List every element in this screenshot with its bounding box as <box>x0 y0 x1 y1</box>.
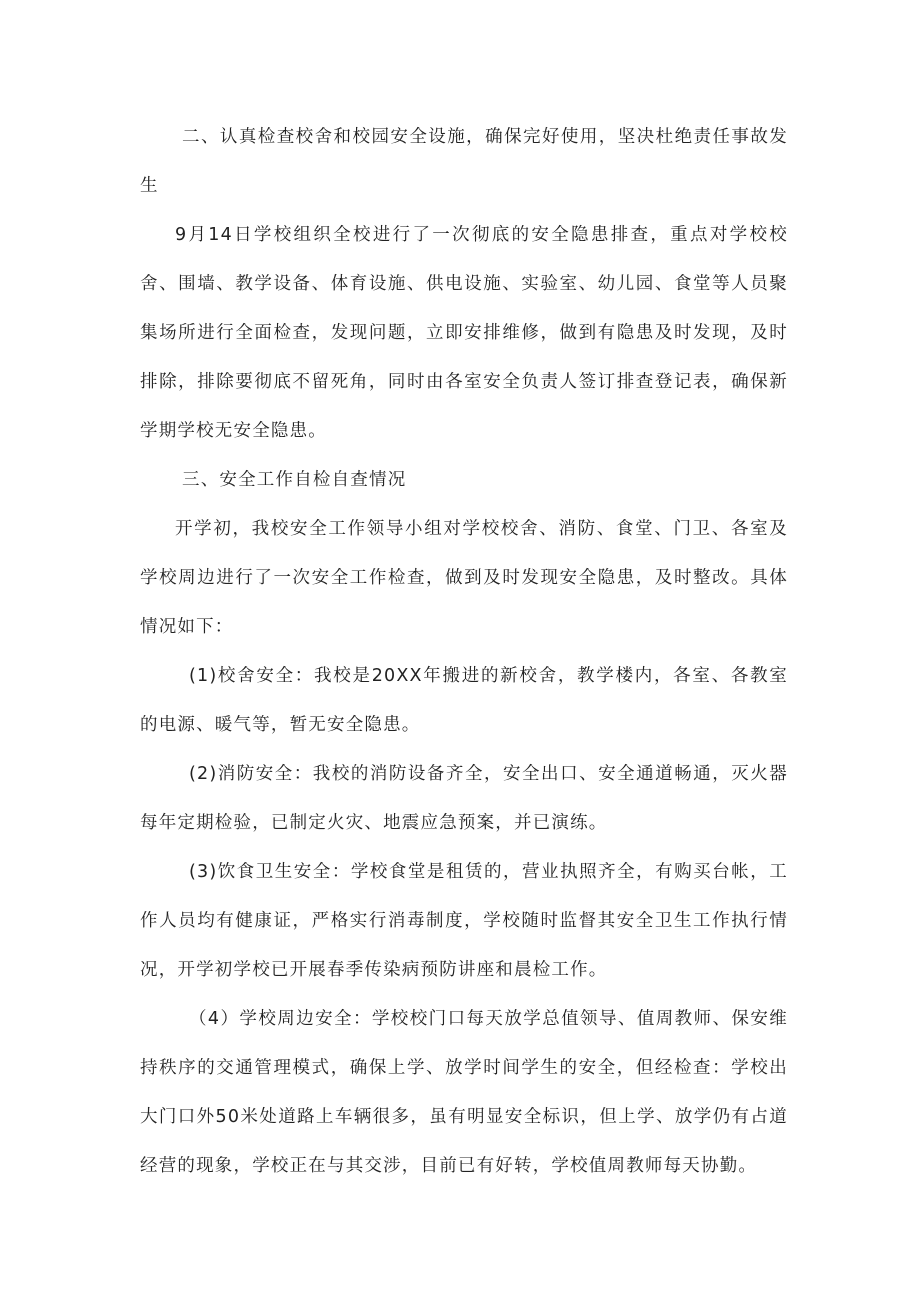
item-surroundings-safety: （4）学校周边安全：学校校门口每天放学总值领导、值周教师、保安维持秩序的交通管理模式，确保上学、放学时间学生的安全，但经检查：学校出大门口外50米处道路上车辆很多，虽有明显安全标识，但上学、放学仍有占道经营的现象，学校正在与其交涉，目前已有好转，学校值周教师每天协勤。 <box>140 1009 788 1176</box>
item-building-safety: (1)校舍安全：我校是20XX年搬进的新校舍，教学楼内，各室、各教室的电源、暖气等，暂无安全隐患。 <box>140 666 788 735</box>
item-fire-safety: (2)消防安全：我校的消防设备齐全，安全出口、安全通道畅通，灭火器每年定期检验，已制定火灾、地震应急预案，并已演练。 <box>140 764 788 833</box>
paragraph-inspection: 9月14日学校组织全校进行了一次彻底的安全隐患排查，重点对学校校舍、围墙、教学设备、体育设施、供电设施、实验室、幼儿园、食堂等人员聚集场所进行全面检查，发现问题，立即安排维修，做到有隐患及时发现，及时排除，排除要彻底不留死角，同时由各室安全负责人签订排查登记表，确保新学期学校无安全隐患。 <box>140 225 788 441</box>
section-heading-3: 三、安全工作自检自查情况 <box>182 470 407 490</box>
item-food-safety: (3)饮食卫生安全：学校食堂是租赁的，营业执照齐全，有购买台帐，工作人员均有健康证，严格实行消毒制度，学校随时监督其安全卫生工作执行情况，开学初学校已开展春季传染病预防讲座和晨检工作。 <box>140 862 788 980</box>
section-heading-2: 二、认真检查校舍和校园安全设施，确保完好使用，坚决杜绝责任事故发生 <box>140 127 788 196</box>
paragraph-self-check: 开学初，我校安全工作领导小组对学校校舍、消防、食堂、门卫、各室及学校周边进行了一次安全工作检查，做到及时发现安全隐患，及时整改。具体情况如下： <box>140 519 788 637</box>
document-body <box>140 113 788 1191</box>
